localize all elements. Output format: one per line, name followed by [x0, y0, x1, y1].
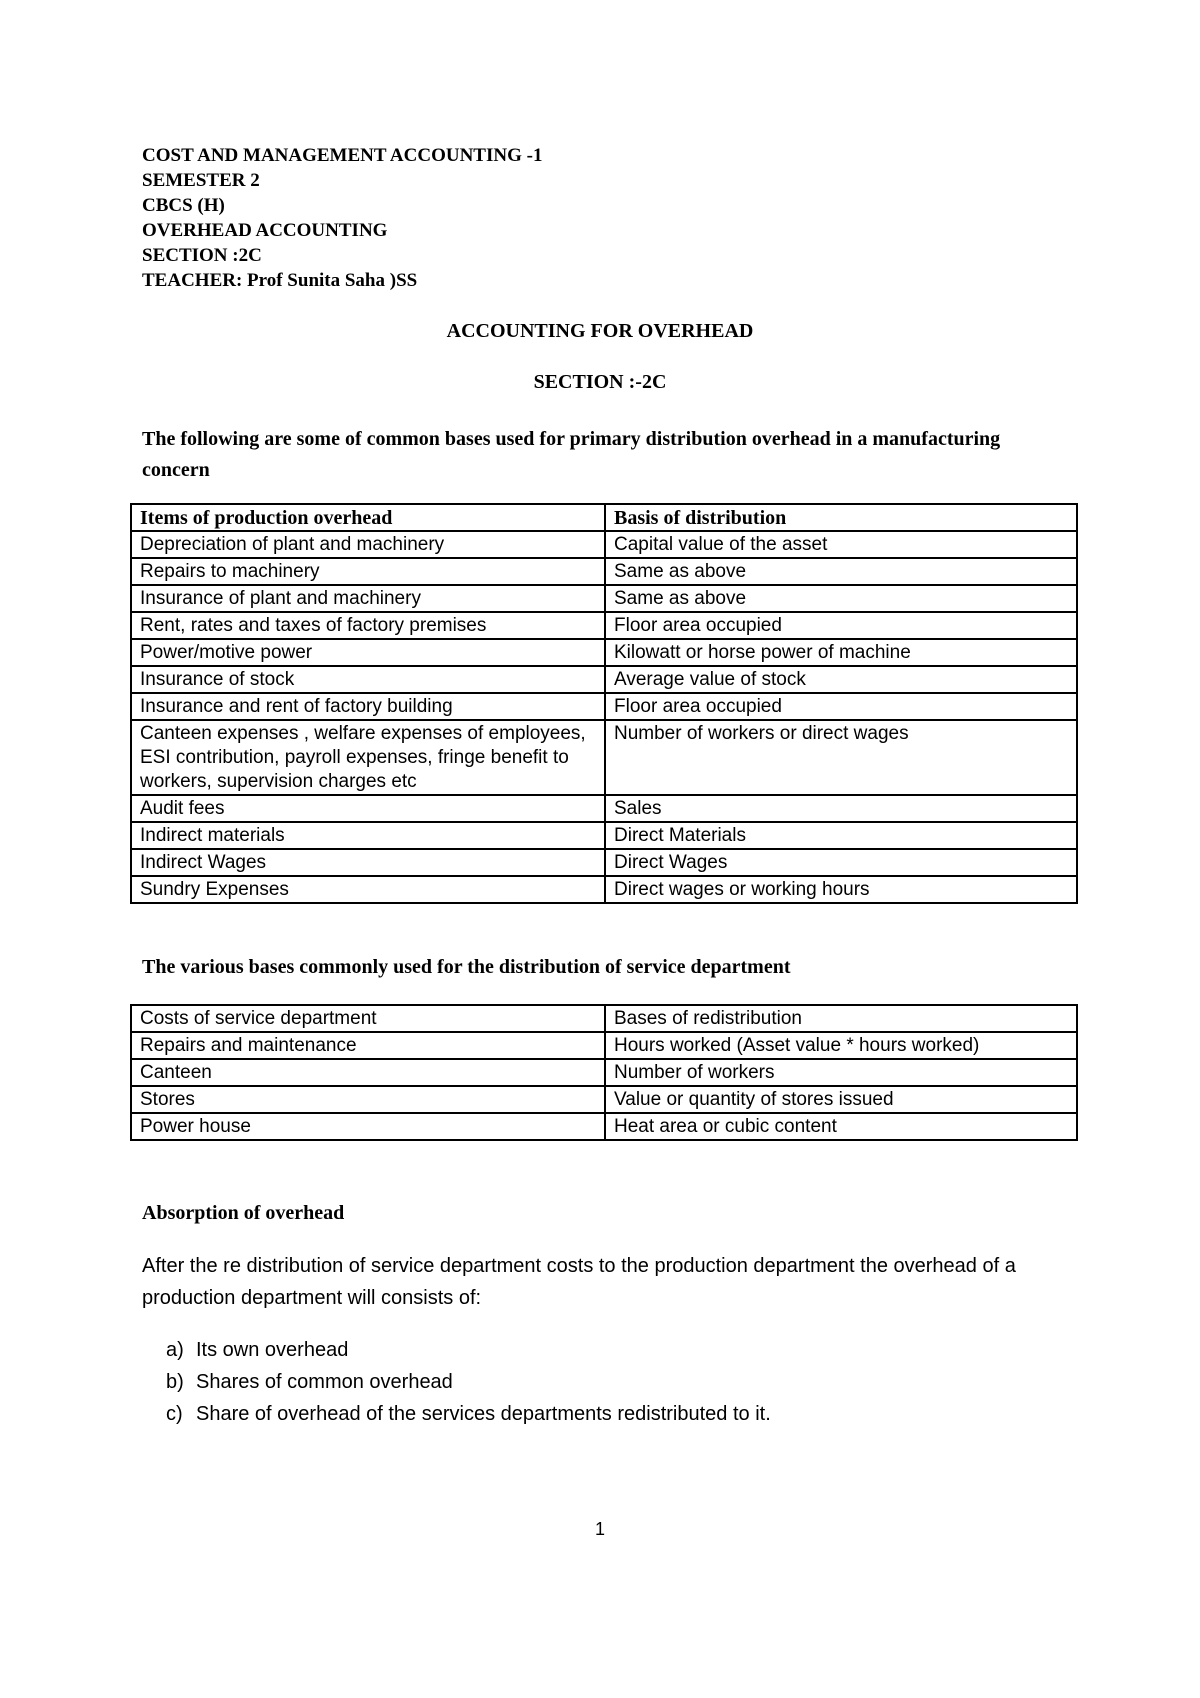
header-line-cbcs: CBCS (H)	[142, 195, 225, 216]
table-row	[131, 1086, 1077, 1113]
table-cell: Insurance of stock	[131, 666, 605, 693]
list-marker: c)	[166, 1403, 183, 1425]
table-row	[131, 1005, 1077, 1032]
section-title: SECTION :-2C	[533, 371, 667, 393]
table-row	[131, 531, 1077, 558]
table-row	[131, 1032, 1077, 1059]
table-cell: Power/motive power	[131, 639, 605, 666]
table-row	[131, 639, 1077, 666]
table-cell: Direct Wages	[605, 849, 1077, 876]
table-row	[131, 1059, 1077, 1086]
table-cell: Power house	[131, 1113, 605, 1140]
table-cell: Indirect materials	[131, 822, 605, 849]
table-cell: Costs of service department	[131, 1005, 605, 1032]
list-marker: a)	[166, 1339, 184, 1361]
table-cell: Same as above	[605, 558, 1077, 585]
list-item	[166, 1334, 771, 1366]
table-cell: Sundry Expenses	[131, 876, 605, 903]
table-cell: Capital value of the asset	[605, 531, 1077, 558]
table-cell: Heat area or cubic content	[605, 1113, 1077, 1140]
absorption-list	[166, 1334, 771, 1430]
column-header: Basis of distribution	[605, 504, 1077, 531]
list-item-text: Share of overhead of the services departments redistributed to it.	[196, 1403, 771, 1425]
table-cell: Rent, rates and taxes of factory premises	[131, 612, 605, 639]
header-line-course: COST AND MANAGEMENT ACCOUNTING -1	[142, 145, 543, 166]
table-row	[131, 585, 1077, 612]
overhead-distribution-table	[130, 503, 1078, 904]
table-cell: Insurance of plant and machinery	[131, 585, 605, 612]
table-row	[131, 1113, 1077, 1140]
list-marker: b)	[166, 1371, 184, 1393]
table-cell: Stores	[131, 1086, 605, 1113]
table-cell: Insurance and rent of factory building	[131, 693, 605, 720]
table-cell: Average value of stock	[605, 666, 1077, 693]
column-header: Items of production overhead	[131, 504, 605, 531]
table-row	[131, 849, 1077, 876]
table-cell: Hours worked (Asset value * hours worked)	[605, 1032, 1077, 1059]
table-cell: Same as above	[605, 585, 1077, 612]
main-title: ACCOUNTING FOR OVERHEAD	[446, 320, 754, 342]
table-cell: Canteen	[131, 1059, 605, 1086]
table-row	[131, 720, 1077, 795]
table-cell: Floor area occupied	[605, 612, 1077, 639]
service-bases-heading: The various bases commonly used for the distribution of service department	[142, 956, 791, 978]
table-cell: Value or quantity of stores issued	[605, 1086, 1077, 1113]
table-cell: Sales	[605, 795, 1077, 822]
table-row	[131, 612, 1077, 639]
absorption-paragraph: After the re distribution of service department costs to the production department the overhead of a production department will consists of:	[142, 1255, 1016, 1309]
table-cell: Audit fees	[131, 795, 605, 822]
table-row	[131, 876, 1077, 903]
header-line-section: SECTION :2C	[142, 245, 262, 266]
table-cell: Kilowatt or horse power of machine	[605, 639, 1077, 666]
table-row	[131, 666, 1077, 693]
table-cell: Repairs and maintenance	[131, 1032, 605, 1059]
service-department-table	[130, 1004, 1078, 1141]
header-line-teacher: TEACHER: Prof Sunita Saha )SS	[142, 270, 418, 291]
table-header-row	[131, 504, 1077, 531]
table-row	[131, 693, 1077, 720]
header-line-semester: SEMESTER 2	[142, 170, 260, 191]
table-cell: Repairs to machinery	[131, 558, 605, 585]
list-item	[166, 1398, 771, 1430]
table-cell: Canteen expenses , welfare expenses of employees, ESI contribution, payroll expenses, fringe benefit to workers, supervision charges etc	[131, 720, 605, 795]
absorption-heading: Absorption of overhead	[142, 1202, 345, 1224]
intro-paragraph: The following are some of common bases used for primary distribution overhead in a manufacturing concern	[142, 428, 1001, 481]
page-number: 1	[594, 1519, 605, 1539]
table-cell: Number of workers or direct wages	[605, 720, 1077, 795]
table-cell: Depreciation of plant and machinery	[131, 531, 605, 558]
list-item	[166, 1366, 771, 1398]
table-cell: Bases of redistribution	[605, 1005, 1077, 1032]
list-item-text: Shares of common overhead	[196, 1371, 453, 1393]
table-row	[131, 822, 1077, 849]
table-row	[131, 558, 1077, 585]
table-cell: Number of workers	[605, 1059, 1077, 1086]
list-item-text: Its own overhead	[196, 1339, 349, 1361]
table-cell: Floor area occupied	[605, 693, 1077, 720]
table-cell: Direct wages or working hours	[605, 876, 1077, 903]
table-cell: Direct Materials	[605, 822, 1077, 849]
table-cell: Indirect Wages	[131, 849, 605, 876]
document-header	[142, 143, 542, 293]
table-row	[131, 795, 1077, 822]
header-line-topic: OVERHEAD ACCOUNTING	[142, 220, 388, 241]
